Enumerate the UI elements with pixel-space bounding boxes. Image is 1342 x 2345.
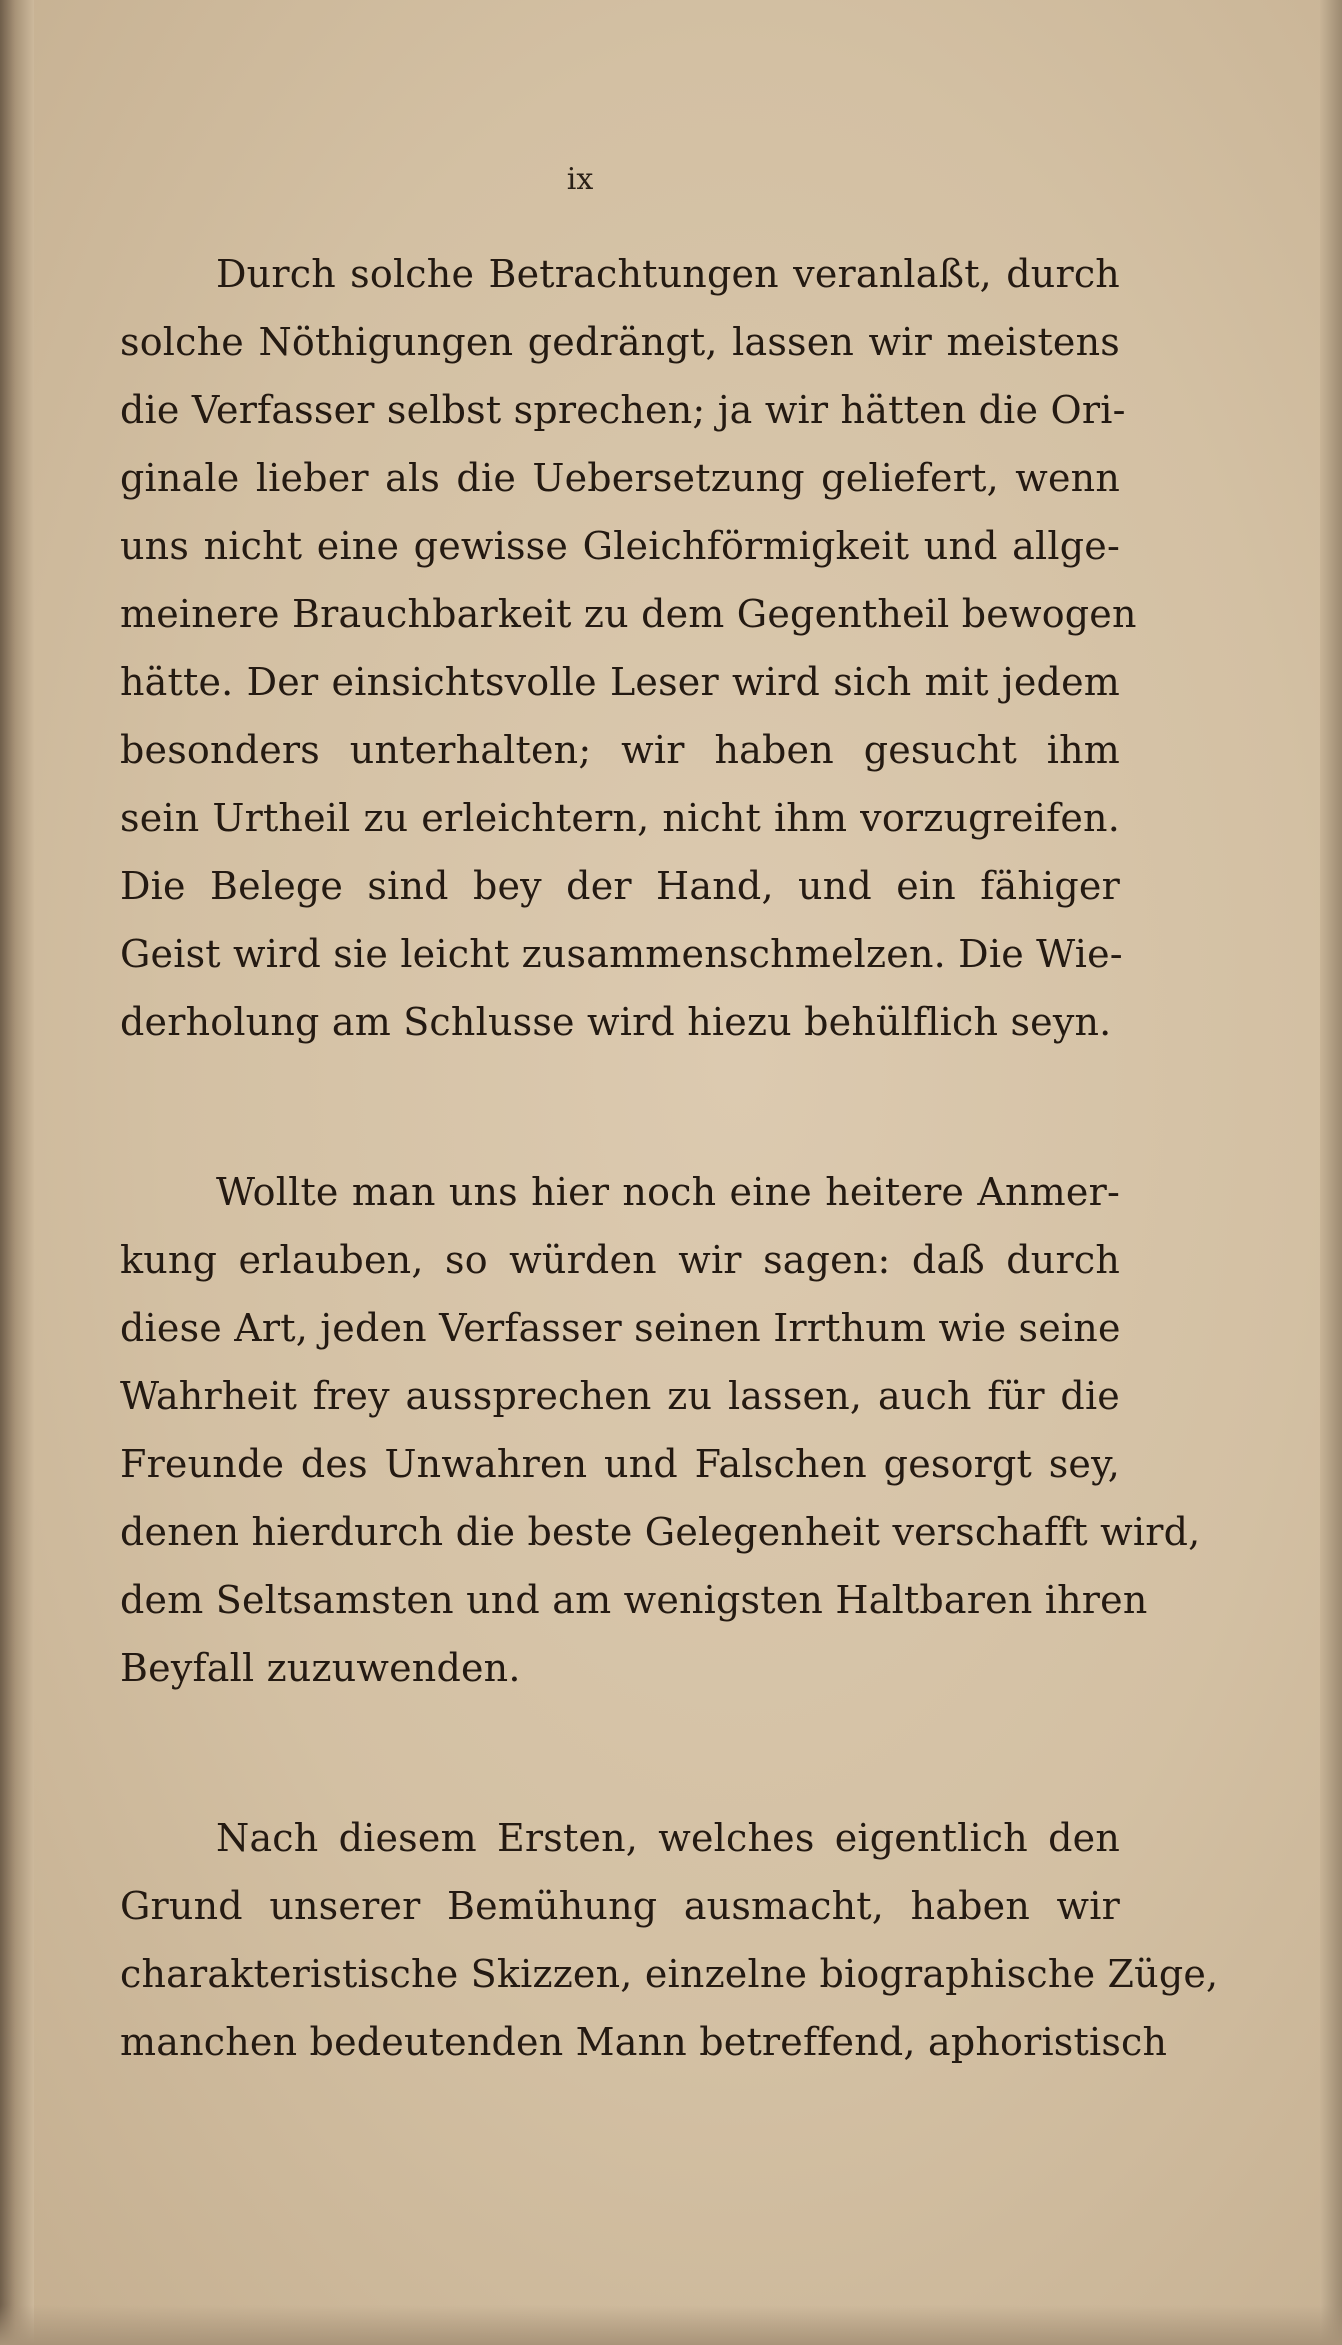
text-line: Geist wird sie leicht zusammenschmelzen. Die Wie- [120,932,1123,976]
text-line: die Verfasser selbst sprechen; ja wir hätten die Ori- [120,388,1126,432]
text-line: Beyfall zuzuwenden. [120,1646,521,1690]
body-text [120,240,1219,2076]
text-line: Freunde des Unwahren und Falschen gesorgt sey, [120,1442,1120,1486]
text-line: Wollte man uns hier noch eine heitere Anmer- [216,1170,1120,1214]
text-line: solche Nöthigungen gedrängt, lassen wir meistens [120,320,1120,364]
text-line: meinere Brauchbarkeit zu dem Gegentheil bewogen [120,592,1137,636]
text-line: derholung am Schlusse wird hiezu behülflich seyn. [120,1000,1112,1044]
text-line: Grund unserer Bemühung ausmacht, haben wir [120,1884,1120,1928]
text-line: denen hierdurch die beste Gelegenheit verschafft wird, [120,1510,1201,1554]
text-line: Nach diesem Ersten, welches eigentlich den [216,1816,1120,1860]
page-bottom-edge [0,2305,1342,2345]
paragraph-3 [120,1804,1219,2076]
page-binding-shadow [0,0,34,2345]
text-line: Durch solche Betrachtungen veranlaßt, durch [216,252,1120,296]
text-line: manchen bedeutenden Mann betreffend, aphoristisch [120,2020,1168,2064]
page-number: ix [566,162,594,197]
text-line: kung erlauben, so würden wir sagen: daß durch [120,1238,1120,1282]
text-line: hätte. Der einsichtsvolle Leser wird sich mit jedem [120,660,1120,704]
text-line: sein Urtheil zu erleichtern, nicht ihm vorzugreifen. [120,796,1120,840]
paragraph-2 [120,1158,1201,1702]
text-line: dem Seltsamsten und am wenigsten Haltbaren ihren [120,1578,1148,1622]
text-line: uns nicht eine gewisse Gleichförmigkeit und allge- [120,524,1120,568]
paragraph-gap [120,1702,1120,1804]
text-line: diese Art, jeden Verfasser seinen Irrthum wie seine [120,1306,1121,1350]
text-line: besonders unterhalten; wir haben gesucht ihm [120,728,1120,772]
text-line: Die Belege sind bey der Hand, und ein fähiger [120,864,1120,908]
text-line: charakteristische Skizzen, einzelne biographische Züge, [120,1952,1219,1996]
paragraph-1 [120,240,1137,1056]
page-right-edge [1320,0,1342,2345]
text-line: ginale lieber als die Uebersetzung geliefert, wenn [120,456,1120,500]
paragraph-gap [120,1056,1120,1158]
text-line: Wahrheit frey aussprechen zu lassen, auch für die [120,1374,1120,1418]
